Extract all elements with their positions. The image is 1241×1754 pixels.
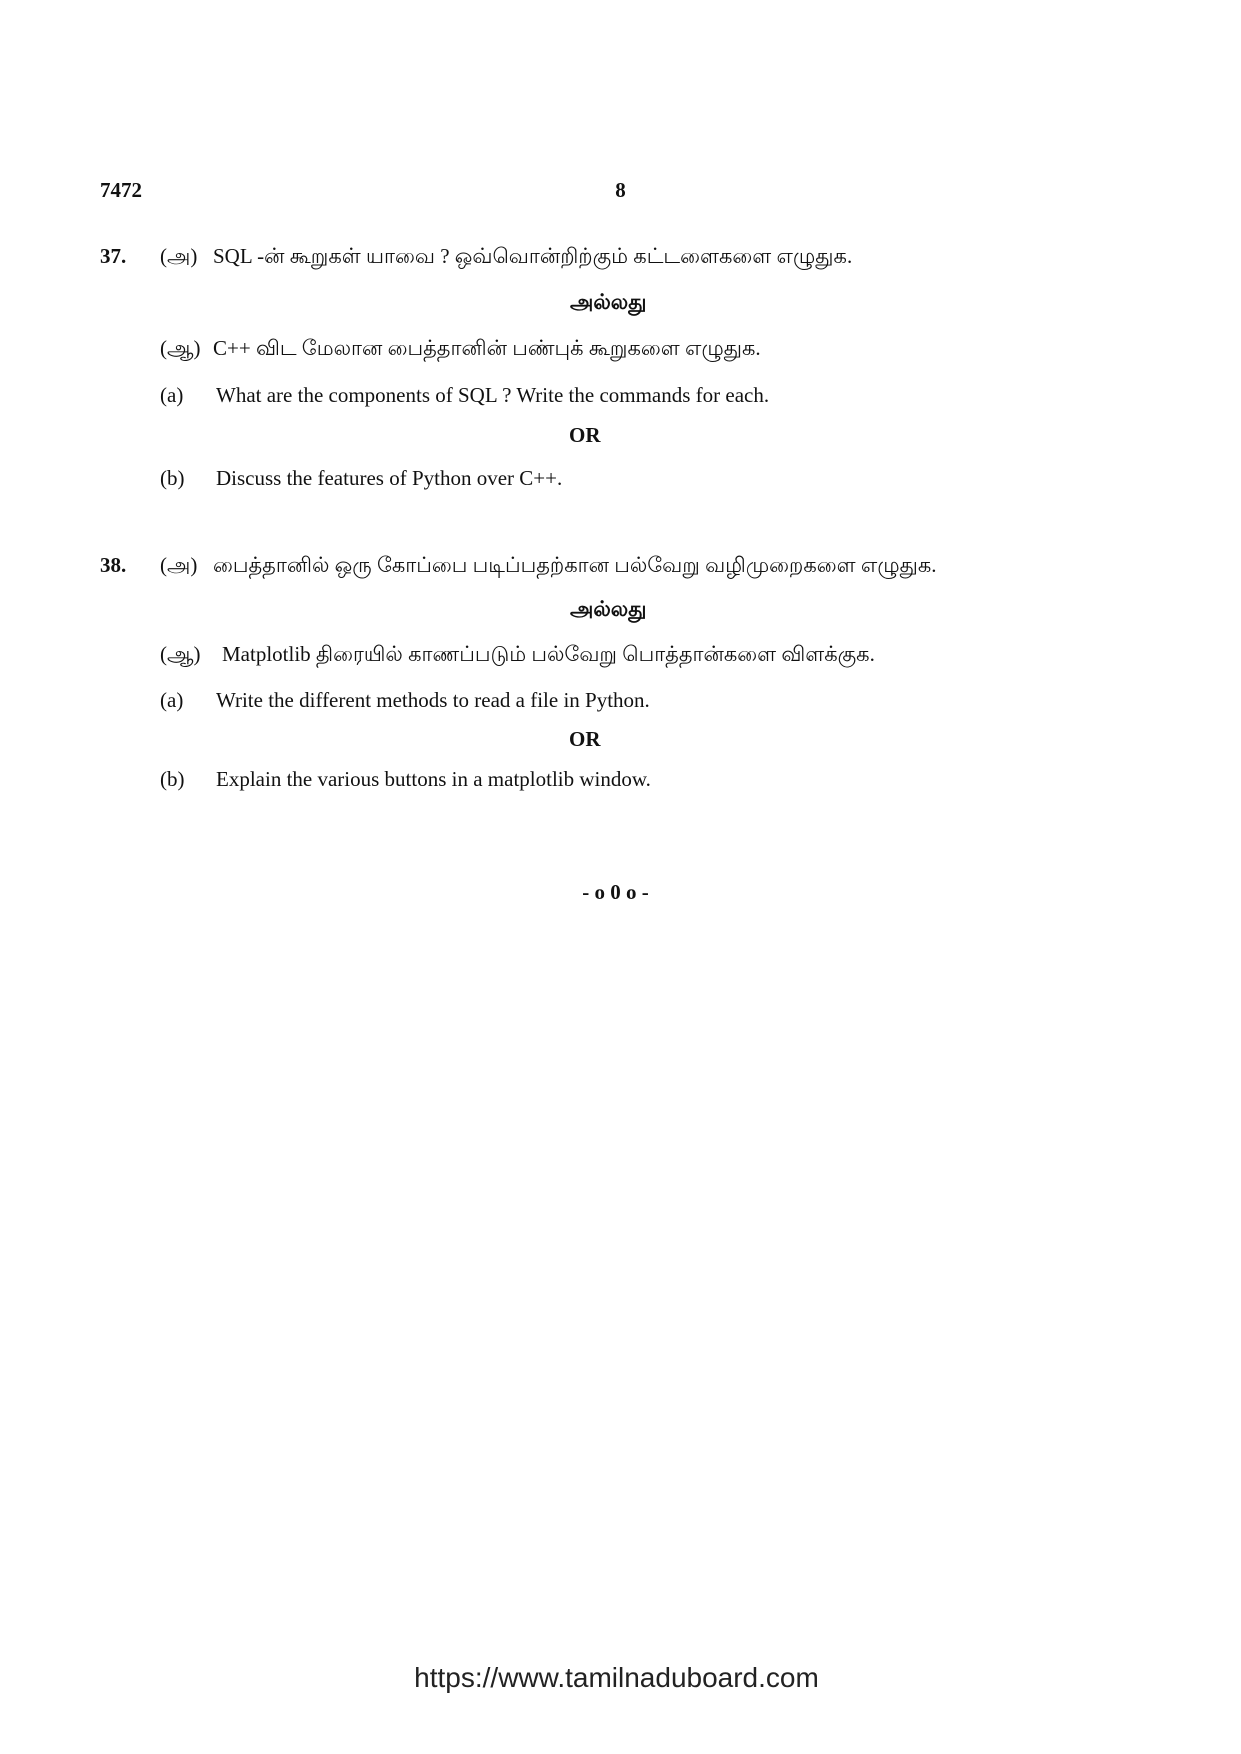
english-or-divider: OR (569, 727, 601, 751)
tamil-option-b-text: C++ விட மேலான பைத்தானின் பண்புக் கூறுகளை எழுதுக. (213, 336, 761, 360)
tamil-option-a-text: பைத்தானில் ஒரு கோப்பை படிப்பதற்கான பல்வேறு வழிமுறைகளை எழுதுக. (213, 553, 937, 577)
english-option-a-label: (a) (160, 688, 184, 712)
tamil-option-a-label: (அ) (160, 244, 198, 268)
footer-url: https://www.tamilnaduboard.com (414, 1662, 819, 1693)
tamil-option-b-label: (ஆ) (160, 642, 201, 666)
english-option-b-label: (b) (160, 767, 185, 791)
english-option-a-text: What are the components of SQL ? Write the commands for each. (216, 383, 770, 407)
tamil-option-a-label: (அ) (160, 553, 198, 577)
english-option-a-text: Write the different methods to read a file in Python. (216, 688, 650, 712)
question-number: 37. (100, 244, 127, 268)
english-option-a-label: (a) (160, 383, 184, 407)
page-number: 8 (615, 178, 626, 202)
tamil-option-b-label: (ஆ) (160, 336, 201, 360)
tamil-option-b-text: Matplotlib திரையில் காணப்படும் பல்வேறு பொத்தான்களை விளக்குக. (222, 642, 875, 666)
end-of-paper-mark: - o 0 o - (582, 880, 649, 904)
tamil-option-a-text: SQL -ன் கூறுகள் யாவை ? ஒவ்வொன்றிற்கும் கட்டளைகளை எழுதுக. (213, 244, 853, 268)
tamil-or-divider: அல்லது (570, 597, 647, 621)
english-option-b-label: (b) (160, 466, 185, 490)
tamil-or-divider: அல்லது (570, 290, 647, 314)
paper-code: 7472 (100, 178, 142, 202)
english-option-b-text: Discuss the features of Python over C++. (216, 466, 563, 490)
question-number: 38. (100, 553, 127, 577)
english-option-b-text: Explain the various buttons in a matplotlib window. (216, 767, 651, 791)
english-or-divider: OR (569, 423, 601, 447)
